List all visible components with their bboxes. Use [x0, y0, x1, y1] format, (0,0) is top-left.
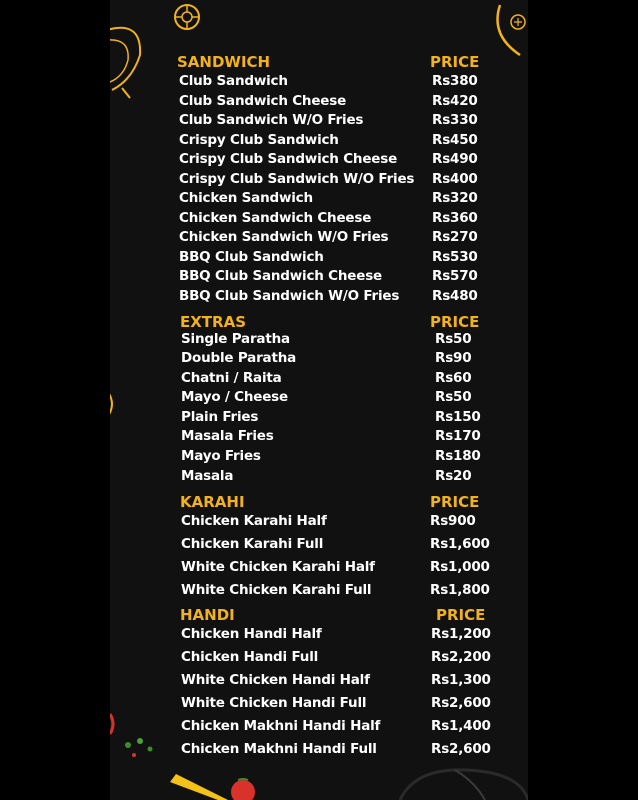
menu-item-name: Chicken Handi Full: [181, 649, 319, 665]
menu-item-price: Rs180: [435, 448, 481, 464]
menu-item-name: Crispy Club Sandwich Cheese: [179, 151, 398, 167]
menu-item-name: Plain Fries: [181, 409, 259, 425]
menu-item-row: [110, 249, 528, 268]
menu-item-name: Masala Fries: [181, 428, 274, 444]
menu-item-name: Chicken Sandwich: [179, 190, 313, 206]
menu-item-row: [110, 428, 528, 447]
menu-item-row: [110, 672, 528, 691]
menu-item-row: [110, 268, 528, 287]
menu-item-name: Chicken Sandwich W/O Fries: [179, 229, 389, 245]
menu-item-name: Chatni / Raita: [181, 370, 282, 386]
section-header-sandwich: [110, 53, 528, 73]
section-header-handi: [110, 606, 528, 626]
menu-item-price: Rs330: [432, 112, 478, 128]
price-column-header: PRICE: [430, 493, 480, 511]
menu-item-name: Single Paratha: [181, 331, 290, 347]
menu-item-price: Rs400: [432, 171, 478, 187]
menu-item-row: [110, 649, 528, 668]
menu-item-price: Rs320: [432, 190, 478, 206]
menu-item-row: [110, 536, 528, 555]
menu-item-name: Club Sandwich: [179, 73, 288, 89]
cheese-and-tomato-icon: [168, 770, 268, 800]
price-column-header: PRICE: [430, 53, 480, 71]
menu-item-price: Rs570: [432, 268, 478, 284]
menu-item-price: Rs530: [432, 249, 478, 265]
section-title: SANDWICH: [177, 53, 271, 71]
section-title: HANDI: [180, 606, 235, 624]
menu-item-name: BBQ Club Sandwich W/O Fries: [179, 288, 400, 304]
price-column-header: PRICE: [430, 313, 480, 331]
menu-item-row: [110, 370, 528, 389]
menu-item-price: Rs20: [435, 468, 472, 484]
menu-item-name: Mayo Fries: [181, 448, 261, 464]
menu-item-price: Rs1,000: [430, 559, 490, 575]
menu-item-price: Rs1,200: [431, 626, 491, 642]
section-title: EXTRAS: [180, 313, 247, 331]
menu-item-name: Crispy Club Sandwich: [179, 132, 339, 148]
menu-item-name: Double Paratha: [181, 350, 297, 366]
menu-item-row: [110, 288, 528, 307]
menu-item-price: Rs1,300: [431, 672, 491, 688]
menu-item-name: BBQ Club Sandwich Cheese: [179, 268, 383, 284]
menu-item-price: Rs490: [432, 151, 478, 167]
menu-item-row: [110, 389, 528, 408]
menu-item-price: Rs380: [432, 73, 478, 89]
menu-item-name: Club Sandwich W/O Fries: [179, 112, 364, 128]
menu-item-price: Rs90: [435, 350, 472, 366]
menu-item-price: Rs50: [435, 331, 472, 347]
menu-item-row: [110, 559, 528, 578]
menu-item-price: Rs1,600: [430, 536, 490, 552]
menu-item-name: White Chicken Karahi Half: [181, 559, 375, 575]
menu-item-row: [110, 626, 528, 645]
menu-item-name: Club Sandwich Cheese: [179, 93, 347, 109]
menu-panel: [110, 0, 528, 800]
menu-item-name: Mayo / Cheese: [181, 389, 288, 405]
menu-item-row: [110, 93, 528, 112]
menu-item-name: White Chicken Handi Half: [181, 672, 370, 688]
menu-item-row: [110, 695, 528, 714]
price-column-header: PRICE: [436, 606, 486, 624]
section-header-karahi: [110, 493, 528, 513]
menu-item-name: Chicken Handi Half: [181, 626, 322, 642]
menu-item-row: [110, 73, 528, 92]
section-header-extras: [110, 313, 528, 333]
menu-item-price: Rs360: [432, 210, 478, 226]
menu-item-row: [110, 132, 528, 151]
menu-item-name: Masala: [181, 468, 234, 484]
menu-item-price: Rs50: [435, 389, 472, 405]
menu-item-row: [110, 513, 528, 532]
menu-item-price: Rs1,800: [430, 582, 490, 598]
lemon-slice-icon: [172, 2, 202, 32]
menu-item-price: Rs480: [432, 288, 478, 304]
menu-item-row: [110, 190, 528, 209]
menu-item-row: [110, 409, 528, 428]
menu-item-row: [110, 718, 528, 737]
menu-item-name: White Chicken Handi Full: [181, 695, 367, 711]
menu-item-price: Rs270: [432, 229, 478, 245]
menu-item-name: Crispy Club Sandwich W/O Fries: [179, 171, 415, 187]
menu-item-price: Rs2,200: [431, 649, 491, 665]
menu-item-row: [110, 468, 528, 487]
menu-item-price: Rs60: [435, 370, 472, 386]
menu-item-row: [110, 582, 528, 601]
pan-illustration-icon: [395, 762, 528, 800]
menu-item-name: Chicken Makhni Handi Half: [181, 718, 381, 734]
menu-item-price: Rs1,400: [431, 718, 491, 734]
menu-item-price: Rs170: [435, 428, 481, 444]
section-title: KARAHI: [180, 493, 245, 511]
menu-item-row: [110, 112, 528, 131]
menu-item-row: [110, 741, 528, 760]
menu-item-name: Chicken Sandwich Cheese: [179, 210, 372, 226]
menu-item-name: Chicken Karahi Half: [181, 513, 327, 529]
menu-item-price: Rs420: [432, 93, 478, 109]
menu-item-row: [110, 229, 528, 248]
menu-item-row: [110, 171, 528, 190]
menu-item-name: White Chicken Karahi Full: [181, 582, 372, 598]
menu-item-price: Rs2,600: [431, 741, 491, 757]
menu-item-row: [110, 331, 528, 350]
menu-item-price: Rs150: [435, 409, 481, 425]
lime-illustration-icon: [490, 0, 528, 60]
menu-item-price: Rs450: [432, 132, 478, 148]
menu-item-row: [110, 350, 528, 369]
menu-item-row: [110, 210, 528, 229]
menu-item-name: BBQ Club Sandwich: [179, 249, 324, 265]
menu-item-price: Rs2,600: [431, 695, 491, 711]
menu-item-price: Rs900: [430, 513, 476, 529]
menu-item-name: Chicken Makhni Handi Full: [181, 741, 377, 757]
menu-item-row: [110, 151, 528, 170]
menu-item-row: [110, 448, 528, 467]
menu-item-name: Chicken Karahi Full: [181, 536, 324, 552]
